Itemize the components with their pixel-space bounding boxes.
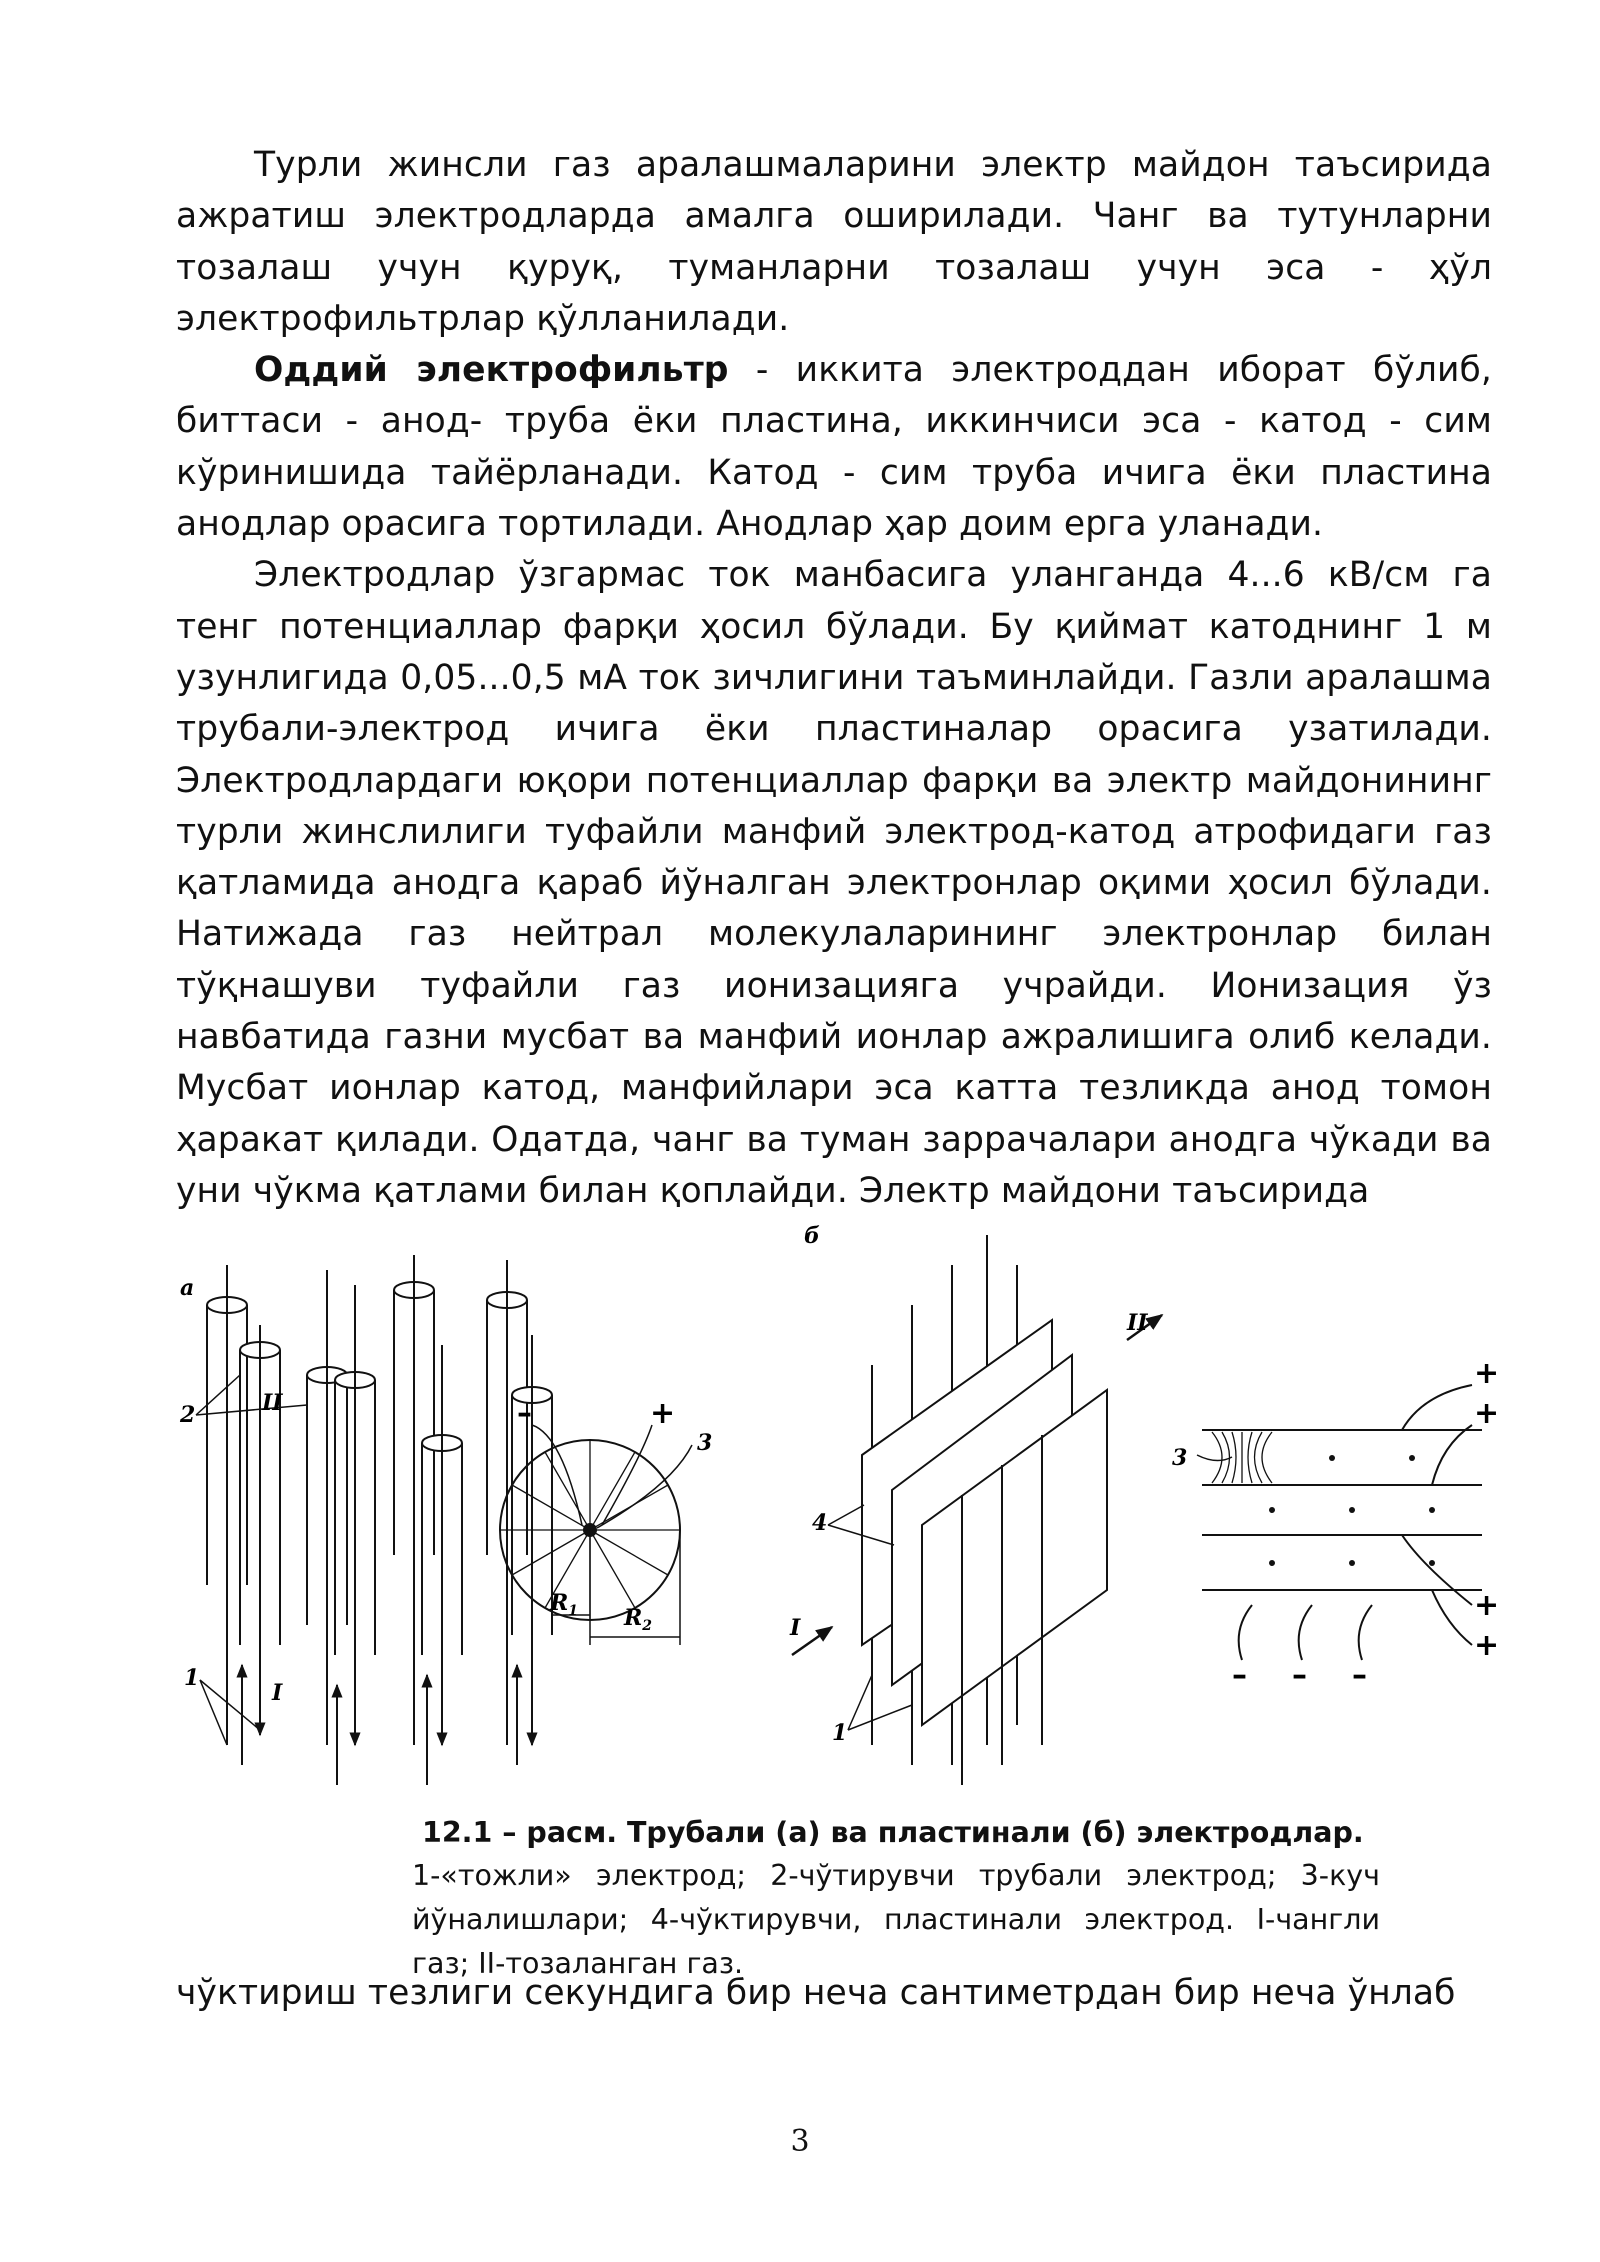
label-part-b: б [804,1225,820,1249]
label-r1: $R_1$ [550,1590,579,1619]
plate-cross-dots [1269,1455,1435,1566]
label-plus-b1: + [1474,1356,1500,1391]
label-plus-a: + [650,1396,676,1431]
label-part-a: а [180,1275,195,1301]
paragraph-2-text: - иккита электроддан иборат бўлиб, биттаси - анод- труба ёки пластина, иккинчиси эса - катод - сим кўринишида тайёрланади. Катод - сим труба ичига ёки пластина анодлар орасига тортилади. Анодлар ҳар доим ерга уланади. [176,350,1492,545]
page-number: 3 [790,2124,810,2159]
label-r2: $R_2$ [624,1605,653,1634]
label-minus-b2: – [1292,1658,1307,1693]
label-1-b: 1 [832,1720,848,1746]
gas-flow-arrows-a [242,1665,517,1785]
caption-text: 1-«тожли» электрод; 2-чўтирувчи трубали электрод; 3-куч йўналишлари; 4-чўктирувчи, пластинали электрод. I-чангли газ; II-тозаланган газ. [412,1859,1380,1980]
figure-electrodes [172,1225,1502,1805]
paragraph-continued: чўктириш тезлиги секундига бир неча сантиметрдан бир неча ўнлаб [176,1973,1456,2013]
label-gas-out-a: II [262,1390,283,1416]
label-minus-b3: – [1352,1658,1367,1693]
label-plus-b2: + [1474,1396,1500,1431]
label-1-a: 1 [184,1665,200,1691]
bold-term: Оддий электрофильтр [254,350,729,391]
label-minus-a: – [517,1396,532,1431]
label-minus-b1: – [1232,1658,1247,1693]
paragraph-3: Электродлар ўзгармас ток манбасига уланганда 4...6 кВ/см га тенг потенциаллар фарқи ҳосил бўлади. Бу қиймат катоднинг 1 м узунлигида 0,05...0,5 мА ток зичлигини таъминлайди. Газли аралашма трубали-электрод ичига ёки пластиналар орасига узатилади. Электродлардаги юқори потенциаллар фарқи ва электр майдонининг турли жинслилиги туфайли манфий электрод-катод атрофидаги газ қатламида анодга қараб йўналган электронлар оқими ҳосил бўлади. Натижада газ нейтрал молекулаларининг электронлар билан тўқнашуви туфайли газ ионизацияга учрайди. Ионизация ўз навбатида газни мусбат ва манфий ионлар ажралишига олиб келади. Мусбат ионлар катод, манфийлари эса катта тезликда анод томон ҳаракат қилади. Одатда, чанг ва туман заррачалари анодга чўкади ва уни чўкма қатлами билан қоплайди. Электр майдони таъсирида [176,555,1492,1211]
plate-cross-section [1197,1385,1482,1660]
plate-electrodes [862,1235,1107,1785]
paragraph-1: Турли жинсли газ аралашмаларини электр майдон таъсирида ажратиш электродларда амалга оширилади. Чанг ва тутунларни тозалаш учун қуруқ, туманларни тозалаш учун эса - ҳўл электрофильтрлар қўлланилади. [176,145,1492,339]
paragraph-2 [176,345,1492,550]
label-3-a: 3 [697,1430,713,1456]
tube-cross-section [500,1425,692,1645]
label-gas-out-b: II [1127,1310,1148,1336]
tube-group [207,1282,552,1655]
body-text [176,140,1492,1217]
label-2: 2 [180,1402,196,1428]
figure-caption [412,1812,1380,1986]
label-4: 4 [812,1510,828,1536]
label-3-b: 3 [1172,1445,1188,1471]
label-plus-b3: + [1474,1588,1500,1623]
label-gas-in-a: I [272,1680,283,1706]
label-gas-in-b: I [790,1615,801,1641]
body-text-continued [176,1968,1492,2019]
electrodes-diagram [172,1225,1502,1805]
label-plus-b4: + [1474,1628,1500,1663]
caption-title: 12.1 – расм. Трубали (а) ва пластинали (б) электродлар. [422,1816,1364,1849]
